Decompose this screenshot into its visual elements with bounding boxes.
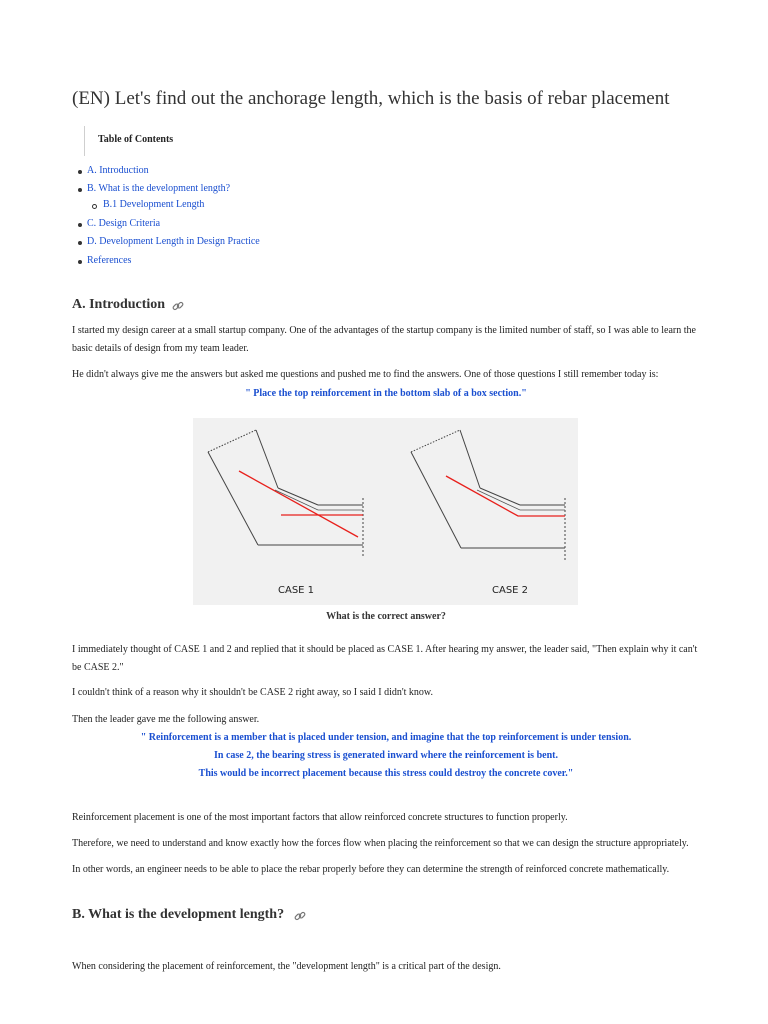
case2-label: CASE 2 [492,585,529,596]
case1-top-cut [208,430,256,452]
rebar-figure [193,418,578,605]
rebar-diagram [193,418,578,605]
case1-rebar-inclined [239,471,358,537]
toc-item-design-criteria[interactable]: C. Design Criteria [87,218,161,229]
case2-top-cut [411,430,460,452]
toc-bullet [78,170,82,174]
toc-item-design-practice[interactable]: D. Development Length in Design Practice [87,236,260,247]
toc-title: Table of Contents [98,134,174,145]
case2-wall-outer [411,452,461,548]
case1-wall-inner [256,430,278,488]
intro-quote-2-line-2: In case 2, the bearing stress is generated inward where the reinforcement is bent. [214,750,558,761]
case2-haunch [480,488,520,505]
intro-paragraph-7: Therefore, we need to understand and know exactly how the forces flow when placing the reinforcement so that we can design the structure appropriately. [72,838,689,849]
page-title: (EN) Let's find out the anchorage length, which is the basis of rebar placement [72,88,670,109]
intro-paragraph-5: Then the leader gave me the following answer. [72,714,260,725]
case1-inner-line [275,490,318,510]
intro-paragraph-1: I started my design career at a small startup company. One of the advantages of the startup company is the limited number of staff, so I was able to learn the basic details of design from my team leader. [72,325,696,354]
intro-paragraph-6: Reinforcement placement is one of the most important factors that allow reinforced concrete structures to function properly. [72,812,568,823]
intro-quote-2-line-3: This would be incorrect placement because this stress could destroy the concrete cover." [198,768,574,779]
link-icon[interactable] [172,300,184,312]
link-icon[interactable] [294,910,306,922]
section-heading-development-length: B. What is the development length? [72,907,285,922]
intro-quote-1: " Place the top reinforcement in the bottom slab of a box section." [245,388,527,399]
toc-item-introduction[interactable]: A. Introduction [87,165,149,176]
toc-item-references[interactable]: References [87,255,132,266]
toc-item-development-length[interactable]: B. What is the development length? [87,183,231,194]
intro-paragraph-2: He didn't always give me the answers but asked me questions and pushed me to find the answers. One of those questions I still remember today is: [72,369,659,380]
toc-bullet [78,241,82,245]
intro-quote-2-line-1: " Reinforcement is a member that is placed under tension, and imagine that the top reinforcement is under tension. [140,732,632,743]
toc-sub-bullet [92,204,97,209]
toc-bullet [78,223,82,227]
intro-paragraph-3: I immediately thought of CASE 1 and 2 and replied that it should be placed as CASE 1. After hearing my answer, the leader said, "Then explain why it can't be CASE 2." [72,644,698,673]
section-b-paragraph-1: When considering the placement of reinforcement, the "development length" is a critical part of the design. [72,961,501,972]
section-heading-introduction: A. Introduction [72,297,166,312]
intro-paragraph-8: In other words, an engineer needs to be able to place the rebar properly before they can determine the strength of reinforced concrete mathematically. [72,864,670,875]
figure-caption: What is the correct answer? [326,611,446,622]
case1-wall-outer [208,452,258,545]
intro-paragraph-4: I couldn't think of a reason why it shouldn't be CASE 2 right away, so I said I didn't know. [72,687,434,698]
toc-bullet [78,260,82,264]
toc-item-b1-development-length[interactable]: B.1 Development Length [103,199,205,210]
case1-label: CASE 1 [278,585,315,596]
case2-wall-inner [460,430,480,488]
toc-bullet [78,188,82,192]
toc-list [0,0,400,280]
